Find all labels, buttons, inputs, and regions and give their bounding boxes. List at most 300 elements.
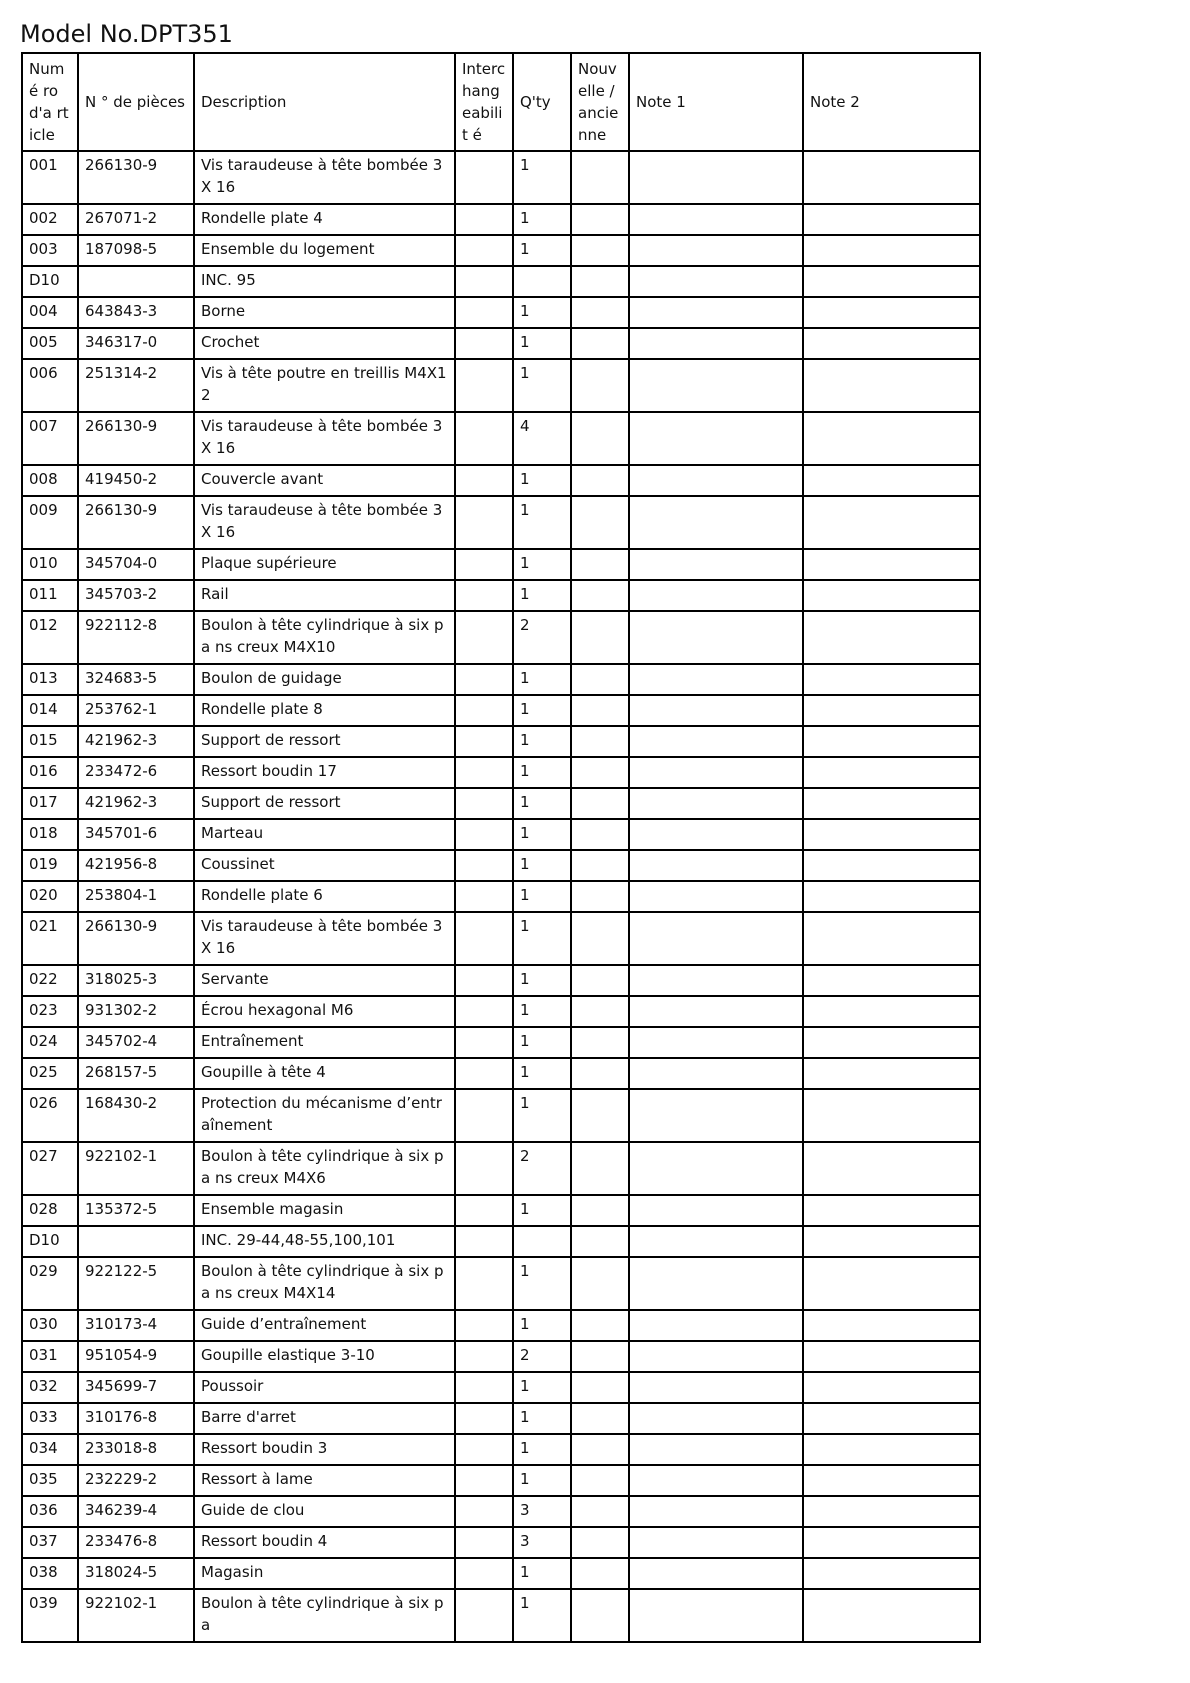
header-interchangeability: Interc hang eabilit é [455,53,513,151]
cell-part-number [78,266,194,297]
cell-note-2 [803,297,980,328]
cell-interchangeability [455,151,513,204]
cell-item-number: 004 [22,297,78,328]
cell-note-1 [629,1257,803,1310]
header-new-old: Nouv elle / ancie nne [571,53,629,151]
cell-note-2 [803,788,980,819]
cell-part-number: 267071-2 [78,204,194,235]
cell-part-number: 345699-7 [78,1372,194,1403]
cell-interchangeability [455,412,513,465]
cell-item-number: 031 [22,1341,78,1372]
cell-item-number: 005 [22,328,78,359]
cell-note-1 [629,1589,803,1642]
cell-quantity: 1 [513,788,571,819]
cell-interchangeability [455,1341,513,1372]
cell-note-2 [803,266,980,297]
cell-description: Crochet [194,328,455,359]
cell-note-1 [629,359,803,412]
cell-part-number: 187098-5 [78,235,194,266]
cell-item-number: 027 [22,1142,78,1195]
cell-quantity: 4 [513,412,571,465]
cell-quantity: 1 [513,151,571,204]
cell-description: Ensemble magasin [194,1195,455,1226]
cell-description: Support de ressort [194,726,455,757]
cell-part-number: 310176-8 [78,1403,194,1434]
cell-item-number: 024 [22,1027,78,1058]
cell-note-2 [803,235,980,266]
cell-description: Vis taraudeuse à tête bombée 3X 16 [194,496,455,549]
cell-part-number: 251314-2 [78,359,194,412]
cell-interchangeability [455,580,513,611]
cell-item-number: 026 [22,1089,78,1142]
cell-part-number: 318025-3 [78,965,194,996]
table-row [22,726,980,757]
cell-note-2 [803,1058,980,1089]
cell-note-1 [629,1465,803,1496]
table-row [22,1372,980,1403]
cell-interchangeability [455,850,513,881]
cell-note-1 [629,695,803,726]
cell-description: Rondelle plate 4 [194,204,455,235]
cell-interchangeability [455,788,513,819]
table-row [22,1058,980,1089]
cell-interchangeability [455,726,513,757]
cell-note-2 [803,1434,980,1465]
cell-note-1 [629,1341,803,1372]
table-row [22,204,980,235]
cell-interchangeability [455,204,513,235]
cell-quantity: 1 [513,359,571,412]
cell-note-2 [803,1089,980,1142]
cell-part-number: 310173-4 [78,1310,194,1341]
cell-quantity: 1 [513,297,571,328]
cell-new-old [571,850,629,881]
cell-new-old [571,1027,629,1058]
cell-description: Ressort boudin 3 [194,1434,455,1465]
cell-interchangeability [455,611,513,664]
cell-part-number: 931302-2 [78,996,194,1027]
table-row [22,850,980,881]
cell-item-number: 036 [22,1496,78,1527]
cell-note-2 [803,965,980,996]
table-row [22,965,980,996]
header-quantity: Q'ty [513,53,571,151]
cell-interchangeability [455,996,513,1027]
cell-interchangeability [455,1310,513,1341]
header-description: Description [194,53,455,151]
table-row [22,1027,980,1058]
cell-note-1 [629,664,803,695]
table-row [22,1527,980,1558]
cell-new-old [571,611,629,664]
cell-new-old [571,1226,629,1257]
cell-description: Couvercle avant [194,465,455,496]
cell-description: Magasin [194,1558,455,1589]
cell-description: Ensemble du logement [194,235,455,266]
cell-item-number: 021 [22,912,78,965]
cell-quantity: 1 [513,1434,571,1465]
cell-new-old [571,664,629,695]
cell-note-1 [629,965,803,996]
cell-interchangeability [455,1142,513,1195]
cell-new-old [571,297,629,328]
cell-new-old [571,328,629,359]
cell-quantity: 1 [513,695,571,726]
cell-note-1 [629,996,803,1027]
cell-quantity: 1 [513,757,571,788]
parts-table [21,52,981,1643]
cell-quantity: 2 [513,1142,571,1195]
cell-description: Ressort boudin 17 [194,757,455,788]
cell-note-1 [629,580,803,611]
table-row [22,1558,980,1589]
cell-description: INC. 95 [194,266,455,297]
cell-interchangeability [455,1257,513,1310]
cell-item-number: 006 [22,359,78,412]
cell-interchangeability [455,757,513,788]
cell-note-2 [803,1142,980,1195]
cell-note-2 [803,819,980,850]
cell-interchangeability [455,1434,513,1465]
cell-part-number: 345701-6 [78,819,194,850]
cell-description: INC. 29-44,48-55,100,101 [194,1226,455,1257]
table-row [22,266,980,297]
cell-note-2 [803,611,980,664]
cell-item-number: 014 [22,695,78,726]
cell-description: Poussoir [194,1372,455,1403]
cell-part-number: 233472-6 [78,757,194,788]
cell-part-number: 419450-2 [78,465,194,496]
cell-note-2 [803,664,980,695]
cell-quantity: 1 [513,1403,571,1434]
table-row [22,496,980,549]
table-header-row [22,53,980,151]
cell-part-number: 345702-4 [78,1027,194,1058]
cell-new-old [571,757,629,788]
cell-quantity: 1 [513,881,571,912]
cell-description: Plaque supérieure [194,549,455,580]
table-row [22,1589,980,1642]
cell-interchangeability [455,881,513,912]
cell-new-old [571,151,629,204]
cell-new-old [571,1465,629,1496]
model-title: Model No.DPT351 [20,20,233,48]
cell-description: Guide de clou [194,1496,455,1527]
cell-new-old [571,235,629,266]
table-row [22,1403,980,1434]
cell-description: Écrou hexagonal M6 [194,996,455,1027]
cell-item-number: 033 [22,1403,78,1434]
cell-note-2 [803,1226,980,1257]
cell-description: Rondelle plate 6 [194,881,455,912]
cell-note-2 [803,359,980,412]
cell-note-1 [629,881,803,912]
cell-quantity: 1 [513,465,571,496]
cell-interchangeability [455,1372,513,1403]
cell-item-number: 028 [22,1195,78,1226]
table-row [22,1226,980,1257]
cell-quantity: 1 [513,965,571,996]
cell-note-2 [803,151,980,204]
cell-note-2 [803,695,980,726]
cell-description: Boulon de guidage [194,664,455,695]
cell-part-number: 318024-5 [78,1558,194,1589]
cell-quantity: 1 [513,996,571,1027]
cell-quantity: 1 [513,1372,571,1403]
cell-new-old [571,1310,629,1341]
cell-note-1 [629,465,803,496]
cell-quantity: 1 [513,1310,571,1341]
cell-description: Marteau [194,819,455,850]
cell-part-number [78,1226,194,1257]
cell-note-1 [629,757,803,788]
cell-new-old [571,788,629,819]
cell-note-1 [629,204,803,235]
cell-interchangeability [455,328,513,359]
cell-quantity: 1 [513,328,571,359]
cell-description: Rondelle plate 8 [194,695,455,726]
cell-part-number: 266130-9 [78,151,194,204]
cell-new-old [571,1058,629,1089]
cell-note-1 [629,819,803,850]
cell-note-2 [803,1496,980,1527]
cell-part-number: 421962-3 [78,726,194,757]
cell-note-2 [803,850,980,881]
table-row [22,881,980,912]
cell-note-1 [629,788,803,819]
cell-interchangeability [455,359,513,412]
cell-note-2 [803,881,980,912]
cell-part-number: 346239-4 [78,1496,194,1527]
cell-quantity: 1 [513,1089,571,1142]
cell-interchangeability [455,1058,513,1089]
cell-quantity: 1 [513,1257,571,1310]
table-row [22,1434,980,1465]
cell-item-number: 010 [22,549,78,580]
cell-note-1 [629,266,803,297]
cell-note-2 [803,496,980,549]
cell-interchangeability [455,1527,513,1558]
cell-quantity: 1 [513,204,571,235]
cell-part-number: 421962-3 [78,788,194,819]
cell-new-old [571,204,629,235]
cell-description: Protection du mécanisme d’entr aînement [194,1089,455,1142]
cell-description: Ressort à lame [194,1465,455,1496]
table-row [22,580,980,611]
cell-interchangeability [455,1195,513,1226]
cell-new-old [571,1434,629,1465]
cell-interchangeability [455,496,513,549]
cell-item-number: D10 [22,1226,78,1257]
header-note-2: Note 2 [803,53,980,151]
cell-note-1 [629,412,803,465]
cell-quantity [513,1226,571,1257]
cell-note-1 [629,726,803,757]
cell-note-1 [629,297,803,328]
cell-note-1 [629,1195,803,1226]
cell-description: Vis taraudeuse à tête bombée 3X 16 [194,912,455,965]
table-row [22,1496,980,1527]
cell-new-old [571,965,629,996]
cell-item-number: 016 [22,757,78,788]
cell-interchangeability [455,1403,513,1434]
cell-item-number: 020 [22,881,78,912]
cell-item-number: 039 [22,1589,78,1642]
cell-note-2 [803,1527,980,1558]
cell-new-old [571,580,629,611]
cell-item-number: 038 [22,1558,78,1589]
cell-description: Servante [194,965,455,996]
cell-item-number: 008 [22,465,78,496]
cell-note-2 [803,580,980,611]
cell-new-old [571,1142,629,1195]
cell-quantity: 1 [513,1027,571,1058]
cell-part-number: 266130-9 [78,912,194,965]
table-row [22,912,980,965]
table-row [22,1257,980,1310]
cell-description: Goupille elastique 3-10 [194,1341,455,1372]
cell-item-number: 029 [22,1257,78,1310]
cell-item-number: 022 [22,965,78,996]
cell-item-number: 007 [22,412,78,465]
table-row [22,465,980,496]
cell-note-1 [629,1027,803,1058]
cell-description: Vis taraudeuse à tête bombée 3X 16 [194,151,455,204]
cell-item-number: 002 [22,204,78,235]
cell-interchangeability [455,1027,513,1058]
cell-quantity: 1 [513,819,571,850]
cell-interchangeability [455,1465,513,1496]
cell-new-old [571,1195,629,1226]
cell-part-number: 324683-5 [78,664,194,695]
table-row [22,757,980,788]
table-row [22,611,980,664]
table-row [22,1142,980,1195]
cell-part-number: 253804-1 [78,881,194,912]
cell-quantity: 1 [513,580,571,611]
header-note-1: Note 1 [629,53,803,151]
table-row [22,788,980,819]
cell-note-1 [629,151,803,204]
cell-item-number: 012 [22,611,78,664]
cell-quantity: 3 [513,1527,571,1558]
table-row [22,1465,980,1496]
cell-interchangeability [455,1558,513,1589]
cell-description: Ressort boudin 4 [194,1527,455,1558]
cell-note-1 [629,1310,803,1341]
cell-item-number: D10 [22,266,78,297]
cell-item-number: 035 [22,1465,78,1496]
cell-note-1 [629,1434,803,1465]
cell-note-2 [803,1195,980,1226]
cell-item-number: 037 [22,1527,78,1558]
cell-part-number: 643843-3 [78,297,194,328]
cell-interchangeability [455,695,513,726]
cell-description: Guide d’entraînement [194,1310,455,1341]
cell-item-number: 025 [22,1058,78,1089]
cell-note-2 [803,1341,980,1372]
cell-quantity: 1 [513,1058,571,1089]
cell-new-old [571,1372,629,1403]
cell-part-number: 253762-1 [78,695,194,726]
cell-interchangeability [455,465,513,496]
cell-part-number: 233018-8 [78,1434,194,1465]
table-row [22,819,980,850]
cell-quantity: 1 [513,1465,571,1496]
cell-note-2 [803,726,980,757]
cell-part-number: 922122-5 [78,1257,194,1310]
cell-new-old [571,881,629,912]
cell-new-old [571,695,629,726]
cell-note-1 [629,1089,803,1142]
cell-note-2 [803,412,980,465]
cell-quantity: 3 [513,1496,571,1527]
cell-note-1 [629,328,803,359]
table-row [22,996,980,1027]
cell-item-number: 019 [22,850,78,881]
cell-quantity: 1 [513,726,571,757]
cell-new-old [571,819,629,850]
table-row [22,359,980,412]
table-row [22,664,980,695]
cell-note-2 [803,1465,980,1496]
cell-new-old [571,266,629,297]
table-row [22,328,980,359]
cell-item-number: 030 [22,1310,78,1341]
cell-part-number: 922102-1 [78,1142,194,1195]
cell-item-number: 018 [22,819,78,850]
cell-description: Goupille à tête 4 [194,1058,455,1089]
cell-new-old [571,1341,629,1372]
table-row [22,297,980,328]
cell-item-number: 009 [22,496,78,549]
cell-new-old [571,1496,629,1527]
cell-new-old [571,1527,629,1558]
cell-note-2 [803,1372,980,1403]
cell-interchangeability [455,819,513,850]
cell-note-1 [629,235,803,266]
cell-item-number: 011 [22,580,78,611]
cell-new-old [571,1589,629,1642]
cell-note-1 [629,1226,803,1257]
table-row [22,695,980,726]
cell-interchangeability [455,1589,513,1642]
cell-part-number: 345704-0 [78,549,194,580]
cell-interchangeability [455,549,513,580]
header-item-number: Numé ro d'a rticle [22,53,78,151]
cell-description: Boulon à tête cylindrique à six pa ns creux M4X14 [194,1257,455,1310]
cell-note-2 [803,1558,980,1589]
cell-new-old [571,496,629,549]
parts-table-body [22,151,980,1642]
cell-item-number: 013 [22,664,78,695]
cell-item-number: 023 [22,996,78,1027]
cell-quantity: 1 [513,912,571,965]
table-row [22,412,980,465]
cell-interchangeability [455,965,513,996]
table-row [22,1195,980,1226]
cell-new-old [571,549,629,580]
cell-part-number: 232229-2 [78,1465,194,1496]
cell-interchangeability [455,235,513,266]
cell-note-1 [629,1527,803,1558]
cell-quantity: 1 [513,664,571,695]
cell-note-1 [629,496,803,549]
cell-description: Boulon à tête cylindrique à six pa ns creux M4X10 [194,611,455,664]
cell-description: Vis à tête poutre en treillis M4X1 2 [194,359,455,412]
cell-note-2 [803,912,980,965]
cell-note-1 [629,850,803,881]
